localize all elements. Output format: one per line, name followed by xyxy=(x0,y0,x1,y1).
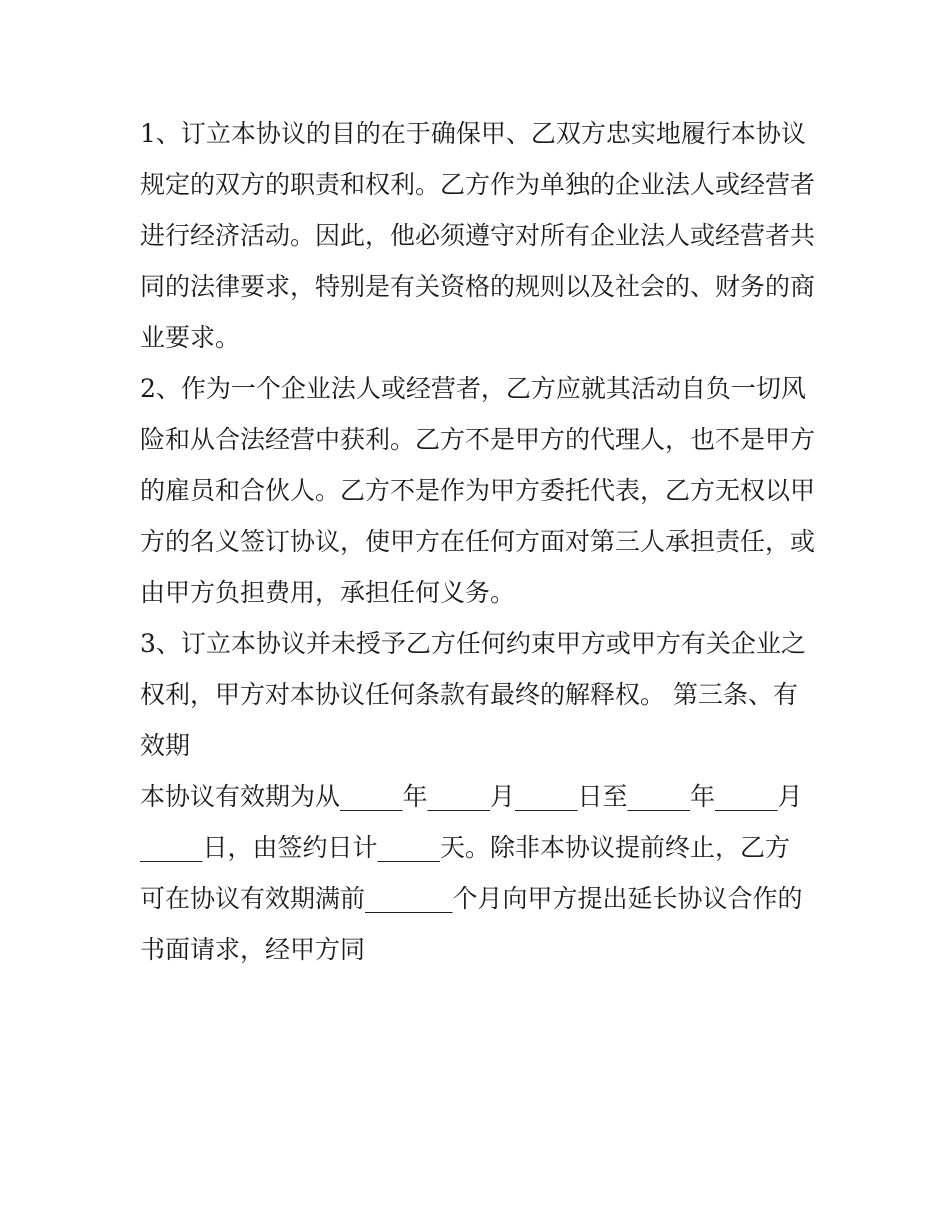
text-line: 险和从合法经营中获利。乙方不是甲方的代理人，也不是甲方 xyxy=(140,425,816,454)
text-line: 书面请求，经甲方同 xyxy=(140,935,366,964)
text-line: 业要求。 xyxy=(140,323,241,352)
text-line: 规定的双方的职责和权利。乙方作为单独的企业法人或经营者 xyxy=(140,170,816,199)
text-line: 进行经济活动。因此，他必须遵守对所有企业法人或经营者共 xyxy=(140,221,816,250)
text-line: 权利，甲方对本协议任何条款有最终的解释权。 第三条、有 xyxy=(140,680,798,709)
text-line: _____日，由签约日计_____天。除非本协议提前终止，乙方 xyxy=(140,833,791,862)
text-line: 本协议有效期为从_____年_____月_____日至_____年_____月 xyxy=(140,782,803,811)
text-line: 效期 xyxy=(140,731,191,760)
text-line: 1、订立本协议的目的在于确保甲、乙双方忠实地履行本协议 xyxy=(140,119,806,148)
text-line: 2、作为一个企业法人或经营者，乙方应就其活动自负一切风 xyxy=(140,374,806,403)
text-line: 方的名义签订协议，使甲方在任何方面对第三人承担责任，或 xyxy=(140,527,816,556)
text-line: 可在协议有效期满前_______个月向甲方提出延长协议合作的 xyxy=(140,884,803,913)
text-line: 3、订立本协议并未授予乙方任何约束甲方或甲方有关企业之 xyxy=(140,629,806,658)
text-line: 由甲方负担费用，承担任何义务。 xyxy=(140,578,516,607)
text-line: 同的法律要求，特别是有关资格的规则以及社会的、财务的商 xyxy=(140,272,816,301)
text-line: 的雇员和合伙人。乙方不是作为甲方委托代表，乙方无权以甲 xyxy=(140,476,816,505)
document-body xyxy=(140,108,820,975)
